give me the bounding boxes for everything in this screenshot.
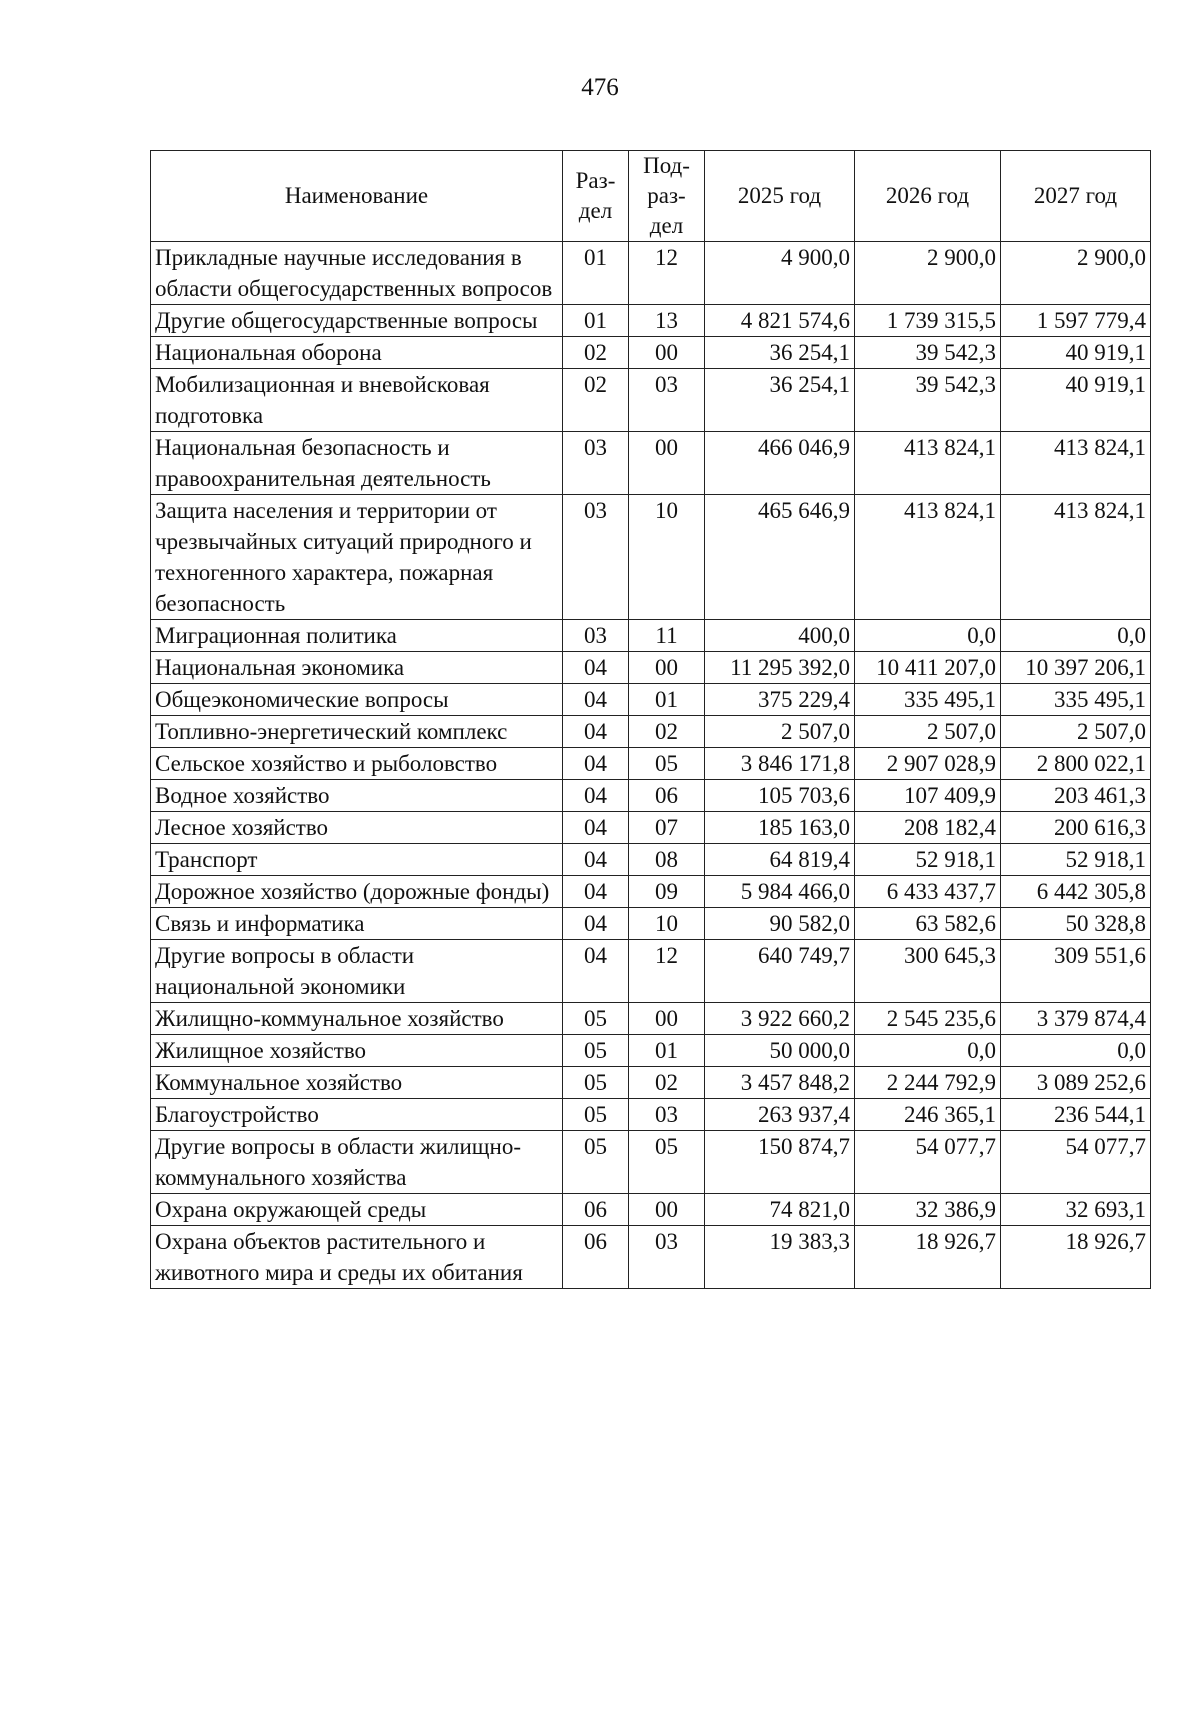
row-section: 02 bbox=[563, 337, 629, 369]
row-section: 04 bbox=[563, 748, 629, 780]
row-name: Жилищное хозяйство bbox=[151, 1035, 563, 1067]
table-row bbox=[151, 940, 1151, 1003]
header-2026: 2026 год bbox=[855, 151, 1001, 242]
table-row bbox=[151, 1003, 1151, 1035]
row-value-2027: 10 397 206,1 bbox=[1001, 652, 1151, 684]
row-value-2025: 105 703,6 bbox=[705, 780, 855, 812]
table-row bbox=[151, 716, 1151, 748]
table-row bbox=[151, 369, 1151, 432]
header-2027: 2027 год bbox=[1001, 151, 1151, 242]
row-name: Другие общегосударственные вопросы bbox=[151, 305, 563, 337]
table-row bbox=[151, 1194, 1151, 1226]
table-row bbox=[151, 620, 1151, 652]
row-value-2026: 413 824,1 bbox=[855, 495, 1001, 620]
row-name: Транспорт bbox=[151, 844, 563, 876]
row-section: 05 bbox=[563, 1067, 629, 1099]
row-subsection: 05 bbox=[629, 1131, 705, 1194]
row-name: Другие вопросы в области национальной экономики bbox=[151, 940, 563, 1003]
row-subsection: 11 bbox=[629, 620, 705, 652]
row-value-2025: 150 874,7 bbox=[705, 1131, 855, 1194]
row-name: Благоустройство bbox=[151, 1099, 563, 1131]
page-number: 476 bbox=[581, 74, 619, 101]
row-subsection: 02 bbox=[629, 1067, 705, 1099]
row-value-2026: 6 433 437,7 bbox=[855, 876, 1001, 908]
table-row bbox=[151, 305, 1151, 337]
budget-table bbox=[150, 150, 1151, 1289]
table-row bbox=[151, 1035, 1151, 1067]
row-name: Дорожное хозяйство (дорожные фонды) bbox=[151, 876, 563, 908]
table-row bbox=[151, 812, 1151, 844]
row-value-2027: 200 616,3 bbox=[1001, 812, 1151, 844]
table-row bbox=[151, 1099, 1151, 1131]
row-value-2027: 309 551,6 bbox=[1001, 940, 1151, 1003]
header-subsection-line-1: Под- bbox=[643, 153, 690, 178]
table-row bbox=[151, 1067, 1151, 1099]
table-row bbox=[151, 495, 1151, 620]
row-subsection: 00 bbox=[629, 652, 705, 684]
table-header-row bbox=[151, 151, 1151, 242]
row-section: 04 bbox=[563, 812, 629, 844]
row-value-2025: 3 922 660,2 bbox=[705, 1003, 855, 1035]
row-name: Мобилизационная и вневойсковая подготовка bbox=[151, 369, 563, 432]
table-row bbox=[151, 337, 1151, 369]
row-name: Миграционная политика bbox=[151, 620, 563, 652]
row-value-2025: 466 046,9 bbox=[705, 432, 855, 495]
row-value-2027: 52 918,1 bbox=[1001, 844, 1151, 876]
row-section: 01 bbox=[563, 305, 629, 337]
header-subsection bbox=[629, 151, 705, 242]
row-name: Сельское хозяйство и рыболовство bbox=[151, 748, 563, 780]
row-value-2025: 400,0 bbox=[705, 620, 855, 652]
row-value-2026: 2 507,0 bbox=[855, 716, 1001, 748]
row-section: 04 bbox=[563, 716, 629, 748]
row-subsection: 08 bbox=[629, 844, 705, 876]
row-value-2025: 375 229,4 bbox=[705, 684, 855, 716]
row-section: 04 bbox=[563, 844, 629, 876]
row-section: 06 bbox=[563, 1226, 629, 1289]
row-subsection: 09 bbox=[629, 876, 705, 908]
table-row bbox=[151, 242, 1151, 305]
row-value-2027: 32 693,1 bbox=[1001, 1194, 1151, 1226]
row-value-2025: 36 254,1 bbox=[705, 337, 855, 369]
table-row bbox=[151, 432, 1151, 495]
row-value-2027: 203 461,3 bbox=[1001, 780, 1151, 812]
row-value-2027: 413 824,1 bbox=[1001, 432, 1151, 495]
table-row bbox=[151, 908, 1151, 940]
row-value-2027: 40 919,1 bbox=[1001, 337, 1151, 369]
row-value-2026: 1 739 315,5 bbox=[855, 305, 1001, 337]
row-name: Топливно-энергетический комплекс bbox=[151, 716, 563, 748]
row-subsection: 02 bbox=[629, 716, 705, 748]
header-section-line-1: Раз- bbox=[575, 168, 616, 193]
row-name: Другие вопросы в области жилищно-коммунального хозяйства bbox=[151, 1131, 563, 1194]
row-subsection: 10 bbox=[629, 495, 705, 620]
row-value-2026: 2 900,0 bbox=[855, 242, 1001, 305]
row-value-2025: 640 749,7 bbox=[705, 940, 855, 1003]
row-subsection: 10 bbox=[629, 908, 705, 940]
row-name: Общеэкономические вопросы bbox=[151, 684, 563, 716]
table-body bbox=[151, 242, 1151, 1289]
row-value-2026: 413 824,1 bbox=[855, 432, 1001, 495]
row-name: Национальная безопасность и правоохранительная деятельность bbox=[151, 432, 563, 495]
row-section: 04 bbox=[563, 908, 629, 940]
row-subsection: 00 bbox=[629, 432, 705, 495]
row-section: 04 bbox=[563, 780, 629, 812]
row-section: 04 bbox=[563, 876, 629, 908]
row-value-2025: 36 254,1 bbox=[705, 369, 855, 432]
row-value-2027: 236 544,1 bbox=[1001, 1099, 1151, 1131]
row-subsection: 03 bbox=[629, 1099, 705, 1131]
table-row bbox=[151, 748, 1151, 780]
table-row bbox=[151, 652, 1151, 684]
header-section-line-2: дел bbox=[578, 198, 613, 223]
row-value-2025: 19 383,3 bbox=[705, 1226, 855, 1289]
row-value-2026: 0,0 bbox=[855, 1035, 1001, 1067]
row-value-2026: 2 907 028,9 bbox=[855, 748, 1001, 780]
row-value-2026: 0,0 bbox=[855, 620, 1001, 652]
row-subsection: 12 bbox=[629, 242, 705, 305]
row-value-2027: 54 077,7 bbox=[1001, 1131, 1151, 1194]
row-section: 04 bbox=[563, 940, 629, 1003]
row-subsection: 00 bbox=[629, 337, 705, 369]
row-section: 06 bbox=[563, 1194, 629, 1226]
row-subsection: 12 bbox=[629, 940, 705, 1003]
row-value-2026: 208 182,4 bbox=[855, 812, 1001, 844]
row-value-2025: 2 507,0 bbox=[705, 716, 855, 748]
row-name: Лесное хозяйство bbox=[151, 812, 563, 844]
row-value-2027: 0,0 bbox=[1001, 620, 1151, 652]
row-value-2025: 74 821,0 bbox=[705, 1194, 855, 1226]
row-value-2026: 107 409,9 bbox=[855, 780, 1001, 812]
row-value-2026: 2 244 792,9 bbox=[855, 1067, 1001, 1099]
row-name: Связь и информатика bbox=[151, 908, 563, 940]
row-value-2027: 50 328,8 bbox=[1001, 908, 1151, 940]
row-section: 05 bbox=[563, 1099, 629, 1131]
row-value-2026: 32 386,9 bbox=[855, 1194, 1001, 1226]
row-section: 01 bbox=[563, 242, 629, 305]
row-name: Прикладные научные исследования в области общегосударственных вопросов bbox=[151, 242, 563, 305]
row-value-2027: 2 800 022,1 bbox=[1001, 748, 1151, 780]
row-name: Охрана окружающей среды bbox=[151, 1194, 563, 1226]
header-2025: 2025 год bbox=[705, 151, 855, 242]
row-subsection: 07 bbox=[629, 812, 705, 844]
row-name: Коммунальное хозяйство bbox=[151, 1067, 563, 1099]
row-value-2026: 2 545 235,6 bbox=[855, 1003, 1001, 1035]
row-value-2027: 2 507,0 bbox=[1001, 716, 1151, 748]
row-name: Национальная оборона bbox=[151, 337, 563, 369]
row-subsection: 03 bbox=[629, 369, 705, 432]
row-value-2027: 3 089 252,6 bbox=[1001, 1067, 1151, 1099]
row-value-2025: 185 163,0 bbox=[705, 812, 855, 844]
row-value-2025: 3 457 848,2 bbox=[705, 1067, 855, 1099]
row-subsection: 01 bbox=[629, 684, 705, 716]
table-row bbox=[151, 876, 1151, 908]
row-name: Защита населения и территории от чрезвычайных ситуаций природного и техногенного характера, пожарная безопасность bbox=[151, 495, 563, 620]
row-name: Охрана объектов растительного и животного мира и среды их обитания bbox=[151, 1226, 563, 1289]
row-subsection: 03 bbox=[629, 1226, 705, 1289]
row-value-2027: 1 597 779,4 bbox=[1001, 305, 1151, 337]
row-value-2027: 40 919,1 bbox=[1001, 369, 1151, 432]
row-value-2025: 64 819,4 bbox=[705, 844, 855, 876]
row-value-2026: 300 645,3 bbox=[855, 940, 1001, 1003]
row-value-2025: 50 000,0 bbox=[705, 1035, 855, 1067]
row-name: Национальная экономика bbox=[151, 652, 563, 684]
row-subsection: 05 bbox=[629, 748, 705, 780]
header-name: Наименование bbox=[151, 151, 563, 242]
row-value-2027: 335 495,1 bbox=[1001, 684, 1151, 716]
row-value-2026: 39 542,3 bbox=[855, 369, 1001, 432]
row-value-2026: 52 918,1 bbox=[855, 844, 1001, 876]
row-section: 03 bbox=[563, 620, 629, 652]
row-subsection: 06 bbox=[629, 780, 705, 812]
header-section bbox=[563, 151, 629, 242]
row-section: 02 bbox=[563, 369, 629, 432]
row-value-2027: 2 900,0 bbox=[1001, 242, 1151, 305]
row-name: Жилищно-коммунальное хозяйство bbox=[151, 1003, 563, 1035]
row-value-2026: 54 077,7 bbox=[855, 1131, 1001, 1194]
row-value-2025: 263 937,4 bbox=[705, 1099, 855, 1131]
row-value-2027: 6 442 305,8 bbox=[1001, 876, 1151, 908]
row-subsection: 00 bbox=[629, 1194, 705, 1226]
table-row bbox=[151, 1226, 1151, 1289]
row-value-2027: 413 824,1 bbox=[1001, 495, 1151, 620]
row-value-2025: 4 821 574,6 bbox=[705, 305, 855, 337]
row-section: 05 bbox=[563, 1131, 629, 1194]
row-value-2026: 63 582,6 bbox=[855, 908, 1001, 940]
row-section: 03 bbox=[563, 432, 629, 495]
row-value-2025: 465 646,9 bbox=[705, 495, 855, 620]
row-value-2026: 18 926,7 bbox=[855, 1226, 1001, 1289]
row-value-2026: 39 542,3 bbox=[855, 337, 1001, 369]
row-value-2026: 10 411 207,0 bbox=[855, 652, 1001, 684]
row-value-2025: 3 846 171,8 bbox=[705, 748, 855, 780]
row-section: 04 bbox=[563, 684, 629, 716]
row-value-2025: 11 295 392,0 bbox=[705, 652, 855, 684]
row-subsection: 00 bbox=[629, 1003, 705, 1035]
row-value-2027: 18 926,7 bbox=[1001, 1226, 1151, 1289]
row-name: Водное хозяйство bbox=[151, 780, 563, 812]
row-subsection: 01 bbox=[629, 1035, 705, 1067]
row-value-2025: 5 984 466,0 bbox=[705, 876, 855, 908]
row-subsection: 13 bbox=[629, 305, 705, 337]
row-section: 05 bbox=[563, 1003, 629, 1035]
row-value-2027: 0,0 bbox=[1001, 1035, 1151, 1067]
row-value-2026: 246 365,1 bbox=[855, 1099, 1001, 1131]
row-section: 04 bbox=[563, 652, 629, 684]
row-value-2027: 3 379 874,4 bbox=[1001, 1003, 1151, 1035]
row-section: 05 bbox=[563, 1035, 629, 1067]
row-value-2026: 335 495,1 bbox=[855, 684, 1001, 716]
row-value-2025: 90 582,0 bbox=[705, 908, 855, 940]
row-section: 03 bbox=[563, 495, 629, 620]
table-row bbox=[151, 780, 1151, 812]
table-row bbox=[151, 1131, 1151, 1194]
row-value-2025: 4 900,0 bbox=[705, 242, 855, 305]
header-subsection-line-2: раз- bbox=[647, 183, 686, 208]
header-subsection-line-3: дел bbox=[649, 213, 684, 238]
table-row bbox=[151, 684, 1151, 716]
table-row bbox=[151, 844, 1151, 876]
